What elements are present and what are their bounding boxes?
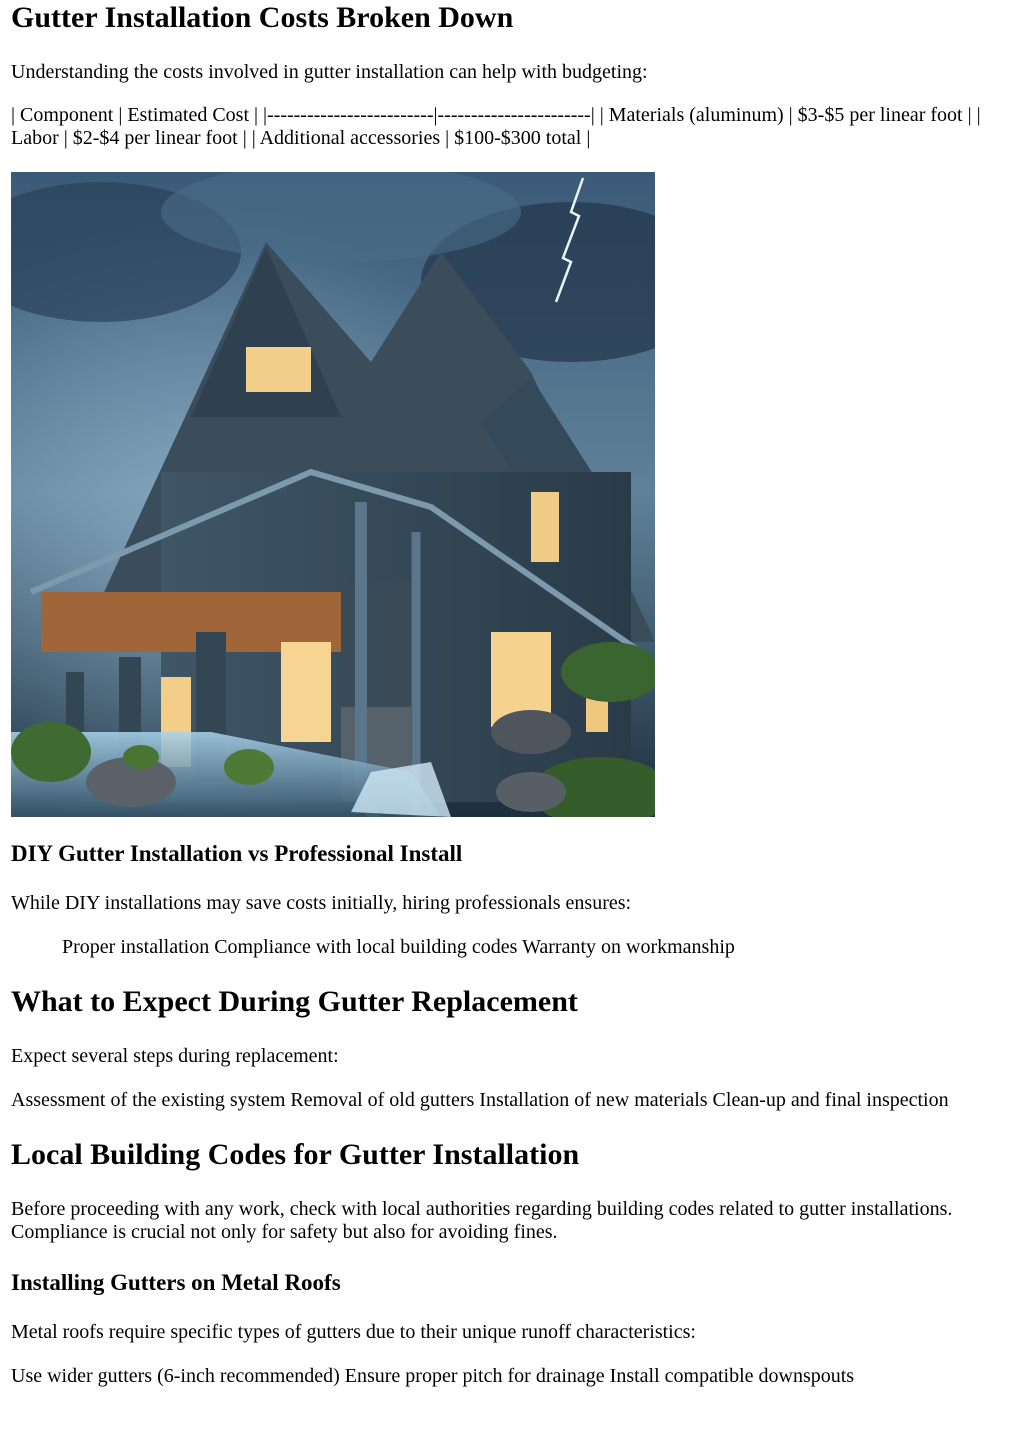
heading-metal-roofs: Installing Gutters on Metal Roofs (11, 1270, 341, 1295)
heading-what-to-expect: What to Expect During Gutter Replacement (11, 985, 578, 1018)
heading-local-building-codes: Local Building Codes for Gutter Installation (11, 1138, 580, 1171)
replacement-steps-list: Assessment of the existing system Removal of old gutters Installation of new materials Clean-up and final inspection (11, 1089, 949, 1111)
diy-benefits-list: Proper installation Compliance with local building codes Warranty on workmanship (62, 936, 735, 958)
building-codes-text: Before proceeding with any work, check with local authorities regarding building codes related to gutter installations. Compliance is crucial not only for safety but also for avoiding fines. (11, 1198, 953, 1243)
window (531, 492, 559, 562)
grass-bush (11, 722, 91, 782)
cost-table-raw-text: | Component | Estimated Cost | |-------------------------|-----------------------| | Materials (aluminum) | $3-$5 per linear foot | | Labor | $2-$4 per linear foot | | Additional accessories | $100-$300 total | (11, 104, 981, 149)
metal-roof-tips-list: Use wider gutters (6-inch recommended) Ensure proper pitch for drainage Install compatible downspouts (11, 1365, 855, 1387)
expect-intro-text: Expect several steps during replacement: (11, 1045, 339, 1067)
metal-roofs-intro-text: Metal roofs require specific types of gutters due to their unique runoff characteristics: (11, 1321, 696, 1343)
potted-plant (123, 745, 159, 769)
house-gutter-rainstorm-image (11, 172, 655, 817)
window (281, 642, 331, 742)
costs-intro-text: Understanding the costs involved in gutter installation can help with budgeting: (11, 61, 648, 83)
heading-diy-vs-professional: DIY Gutter Installation vs Professional Install (11, 841, 463, 866)
window (246, 347, 311, 392)
rock (491, 710, 571, 754)
potted-plant (224, 749, 274, 785)
heading-costs-broken-down: Gutter Installation Costs Broken Down (11, 1, 514, 34)
rock (496, 772, 566, 812)
diy-intro-text: While DIY installations may save costs initially, hiring professionals ensures: (11, 892, 632, 914)
